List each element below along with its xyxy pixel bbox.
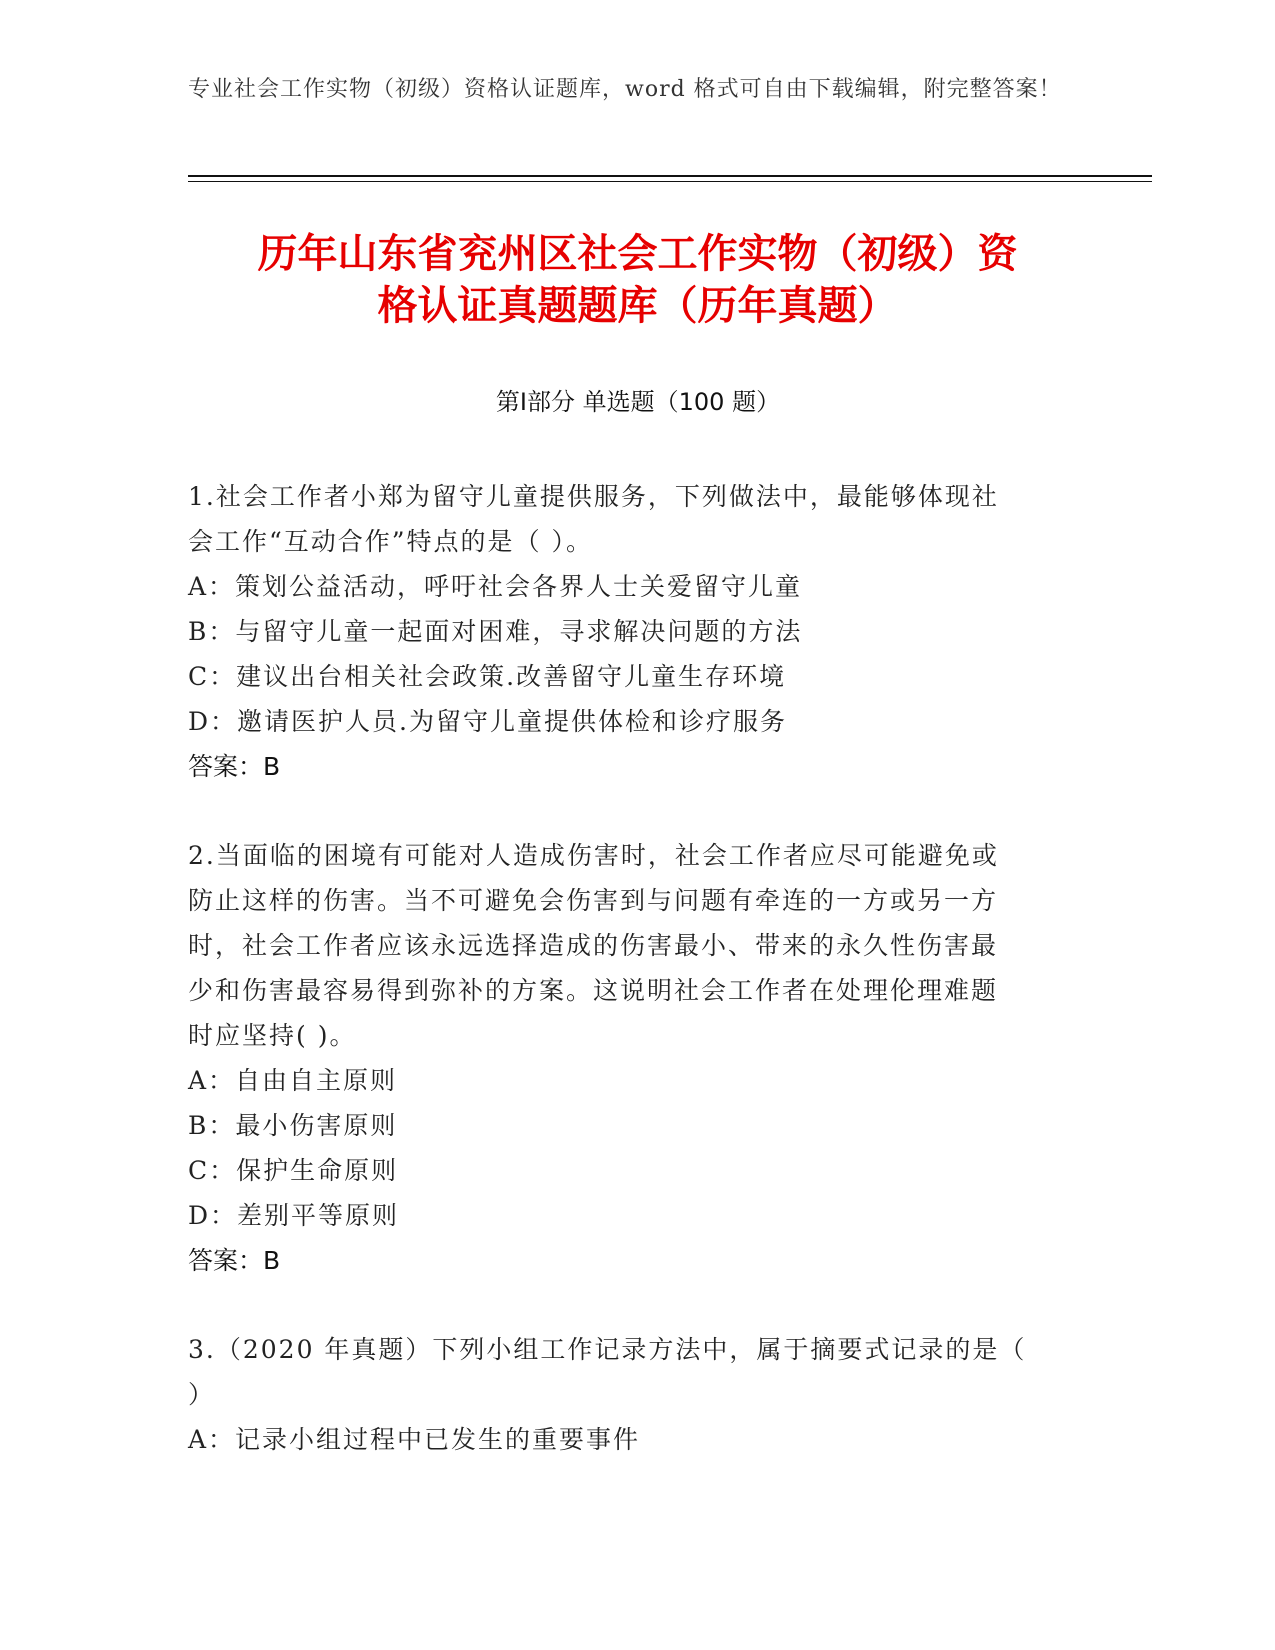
question-stem-line: 1.社会工作者小郑为留守儿童提供服务，下列做法中，最能够体现社 (188, 482, 999, 511)
option-b: B：最小伤害原则 (188, 1111, 398, 1140)
question-stem-line: 时，社会工作者应该永远选择造成的伤害最小、带来的永久性伤害最 (188, 931, 999, 960)
option-a: A：策划公益活动，呼吁社会各界人士关爱留守儿童 (188, 572, 803, 601)
option-d: D：邀请医护人员.为留守儿童提供体检和诊疗服务 (188, 707, 787, 736)
question-1 (188, 474, 1068, 789)
question-stem-line: 3.（2020 年真题）下列小组工作记录方法中，属于摘要式记录的是（ (188, 1335, 1027, 1364)
question-list (188, 474, 1068, 1506)
option-b: B：与留守儿童一起面对困难，寻求解决问题的方法 (188, 617, 803, 646)
section-heading: 第Ⅰ部分 单选题（100 题） (495, 388, 781, 416)
question-stem-line: 2.当面临的困境有可能对人造成伤害时，社会工作者应尽可能避免或 (188, 841, 999, 870)
header-rule-thin (188, 181, 1152, 182)
option-a: A：记录小组过程中已发生的重要事件 (188, 1425, 641, 1454)
header-rule-thick (188, 175, 1152, 177)
question-stem-line: 会工作“互动合作”特点的是（ ）。 (188, 527, 594, 556)
option-c: C：建议出台相关社会政策.改善留守儿童生存环境 (188, 662, 787, 691)
question-stem-line: ） (188, 1380, 216, 1409)
answer-line: 答案：B (188, 752, 281, 781)
question-stem-line: 防止这样的伤害。当不可避免会伤害到与问题有牵连的一方或另一方 (188, 886, 999, 915)
question-stem-line: 少和伤害最容易得到弥补的方案。这说明社会工作者在处理伦理难题 (188, 976, 999, 1005)
option-d: D：差别平等原则 (188, 1201, 400, 1230)
question-stem-line: 时应坚持( )。 (188, 1021, 357, 1050)
document-title-line-1: 历年山东省兖州区社会工作实物（初级）资 (257, 231, 1018, 277)
header-note: 专业社会工作实物（初级）资格认证题库，word 格式可自由下载编辑，附完整答案！ (188, 77, 1062, 102)
answer-line: 答案：B (188, 1246, 281, 1275)
document-title (150, 228, 1125, 332)
document-title-line-2: 格认证真题题库（历年真题） (377, 283, 898, 329)
question-2 (188, 833, 1068, 1283)
option-c: C：保护生命原则 (188, 1156, 399, 1185)
option-a: A：自由自主原则 (188, 1066, 398, 1095)
question-3 (188, 1327, 1068, 1462)
